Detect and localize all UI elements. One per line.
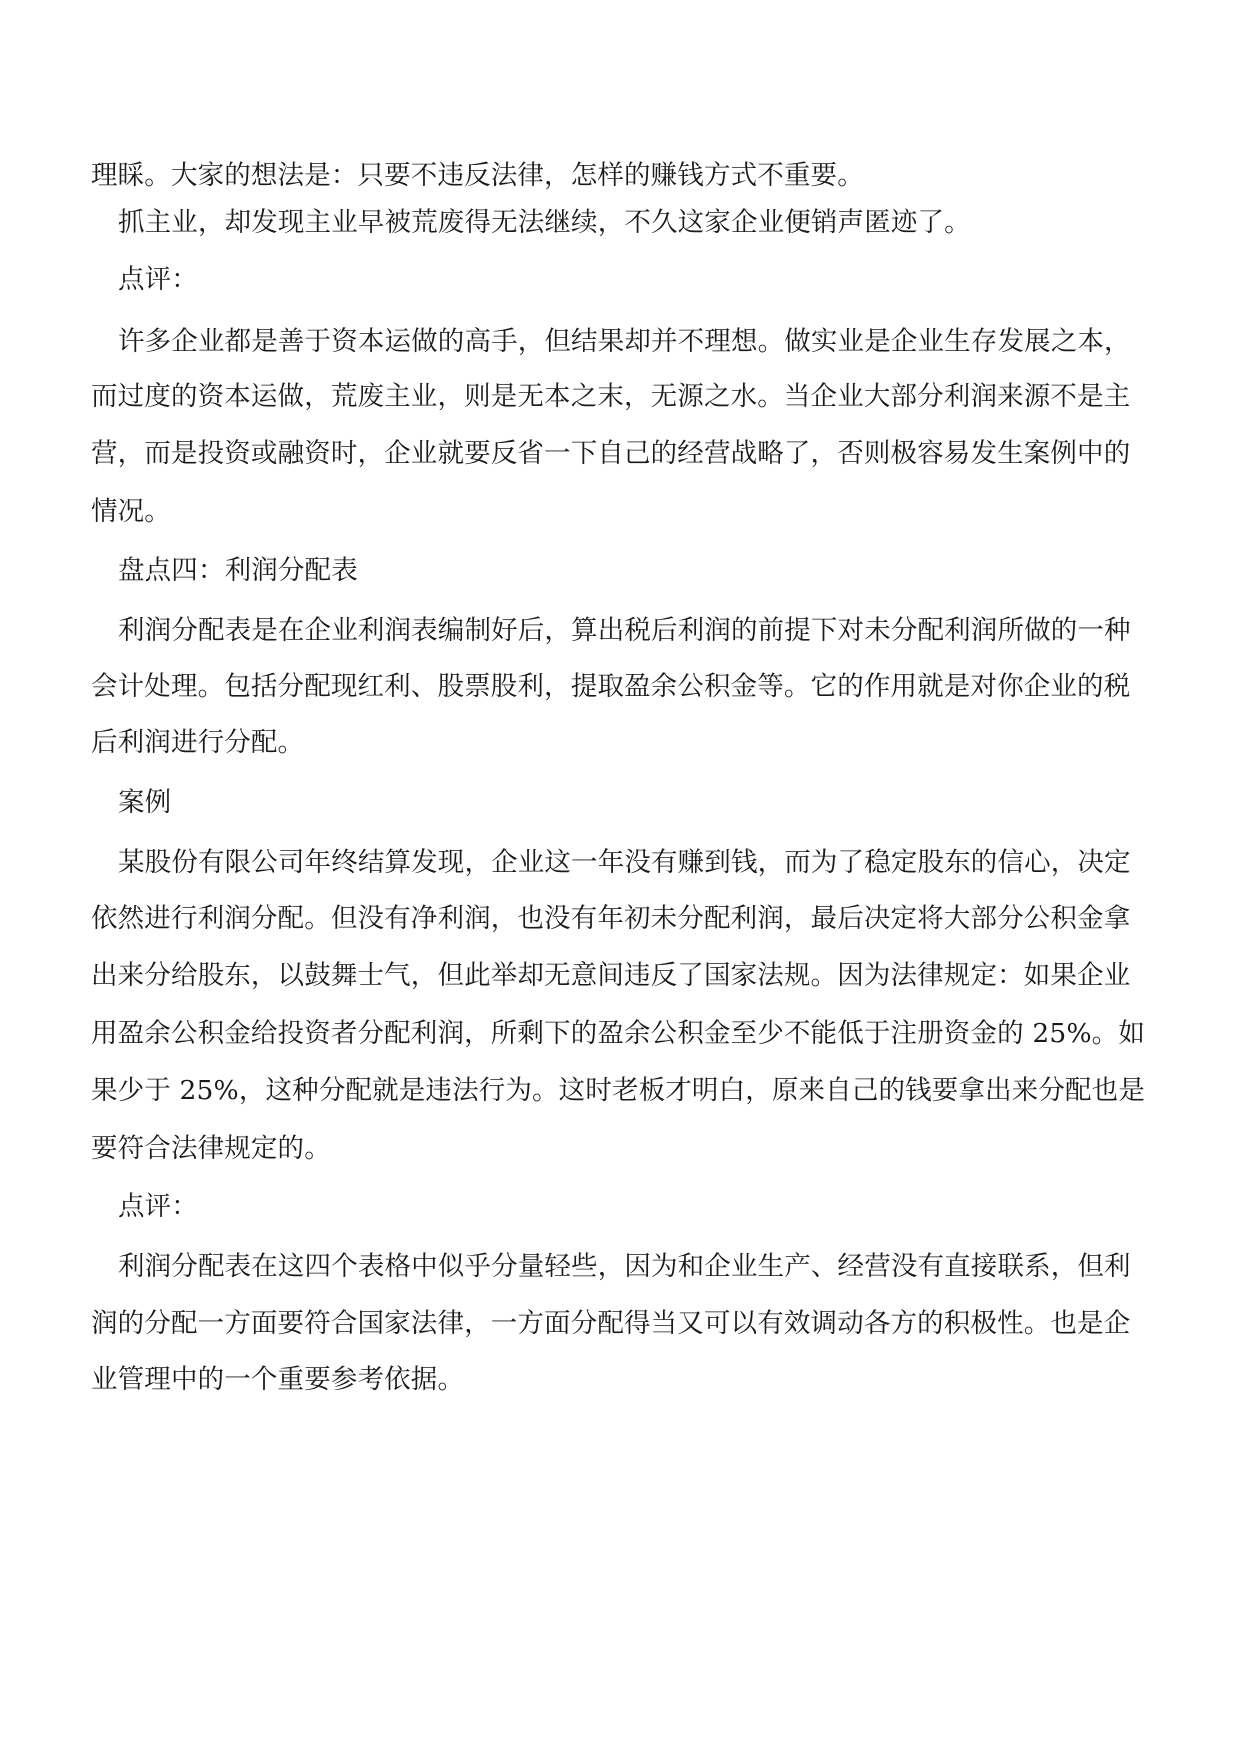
paragraph-line: 后利润进行分配。 xyxy=(91,727,305,758)
paragraph-line: 果少于 25%，这种分配就是违法行为。这时老板才明白，原来自己的钱要拿出来分配也是 xyxy=(91,1075,1145,1106)
section-label-review: 点评： xyxy=(118,1191,198,1222)
paragraph-line: 依然进行利润分配。但没有净利润，也没有年初未分配利润，最后决定将大部分公积金拿 xyxy=(91,903,1131,934)
section-label-case: 案例 xyxy=(118,787,172,818)
section-heading: 盘点四：利润分配表 xyxy=(118,555,358,586)
paragraph-line: 某股份有限公司年终结算发现，企业这一年没有赚到钱，而为了稳定股东的信心，决定 xyxy=(118,847,1131,878)
paragraph-line: 情况。 xyxy=(91,496,171,527)
paragraph-line: 出来分给股东，以鼓舞士气，但此举却无意间违反了国家法规。因为法律规定：如果企业 xyxy=(91,960,1131,991)
paragraph-line: 润的分配一方面要符合国家法律，一方面分配得当又可以有效调动各方的积极性。也是企 xyxy=(91,1308,1131,1339)
paragraph-line: 业管理中的一个重要参考依据。 xyxy=(91,1364,465,1395)
paragraph-line: 利润分配表是在企业利润表编制好后，算出税后利润的前提下对未分配利润所做的一种 xyxy=(118,615,1131,646)
paragraph-line: 用盈余公积金给投资者分配利润，所剩下的盈余公积金至少不能低于注册资金的 25%。如 xyxy=(91,1018,1145,1049)
paragraph-line: 抓主业，却发现主业早被荒废得无法继续，不久这家企业便销声匿迹了。 xyxy=(118,207,971,238)
paragraph-line: 营，而是投资或融资时，企业就要反省一下自己的经营战略了，否则极容易发生案例中的 xyxy=(91,438,1131,469)
paragraph-line: 而过度的资本运做，荒废主业，则是无本之末，无源之水。当企业大部分利润来源不是主 xyxy=(91,381,1131,412)
section-label-review: 点评： xyxy=(118,264,198,295)
paragraph-line: 会计处理。包括分配现红利、股票股利，提取盈余公积金等。它的作用就是对你企业的税 xyxy=(91,671,1131,702)
paragraph-line: 许多企业都是善于资本运做的高手，但结果却并不理想。做实业是企业生存发展之本， xyxy=(118,326,1131,357)
paragraph-line: 要符合法律规定的。 xyxy=(91,1133,331,1164)
paragraph-line: 理睬。大家的想法是：只要不违反法律，怎样的赚钱方式不重要。 xyxy=(91,160,864,191)
paragraph-line: 利润分配表在这四个表格中似乎分量轻些，因为和企业生产、经营没有直接联系，但利 xyxy=(118,1251,1131,1282)
